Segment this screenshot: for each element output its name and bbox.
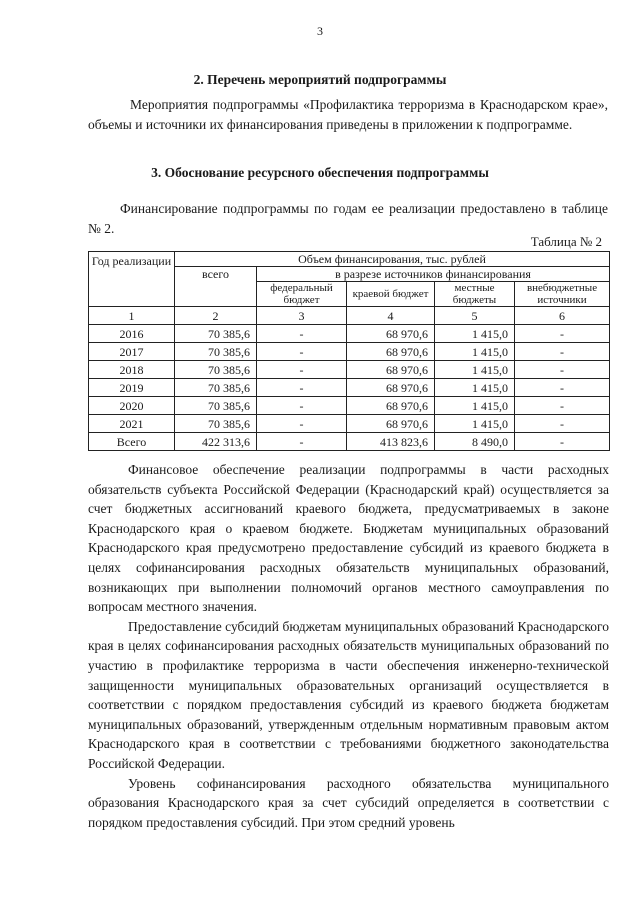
- row-extra: -: [515, 361, 610, 379]
- column-number-row: [89, 307, 610, 325]
- col-number: 2: [175, 307, 257, 325]
- header-total: всего: [175, 267, 257, 307]
- table-row: [89, 415, 610, 433]
- row-local: 1 415,0: [435, 415, 515, 433]
- table-caption: Таблица № 2: [530, 234, 602, 249]
- row-regional: 68 970,6: [347, 415, 435, 433]
- paragraph: Уровень софинансирования расходного обязательства муниципального образования Краснодарского края за счет субсидий определяется в соответствии с порядком предоставления субсидий. При этом средний уровень: [88, 775, 609, 830]
- col-number: 5: [435, 307, 515, 325]
- row-extra: -: [515, 433, 610, 451]
- row-federal: -: [257, 433, 347, 451]
- row-total: 70 385,6: [175, 325, 257, 343]
- row-local: 8 490,0: [435, 433, 515, 451]
- paragraph: Финансовое обеспечение реализации подпрограммы в части расходных обязательств субъекта Российской Федерации (Краснодарский край) осуществляется за счет бюджетных ассигнований краевого бюджета, предусматриваемых в законе Краснодарского края о краевом бюджете. Бюджетам муниципальных образований Краснодарского края предусмотрено предоставление субсидий из краевого бюджета в целях софинансирования расходных обязательств муниципальных образований, возникающих при выполнении полномочий органов местного самоуправления по вопросам местного значения.: [88, 462, 609, 615]
- row-federal: -: [257, 343, 347, 361]
- col-number: 3: [257, 307, 347, 325]
- row-year: 2018: [89, 361, 175, 379]
- row-federal: -: [257, 325, 347, 343]
- row-year: 2016: [89, 325, 175, 343]
- table-row: [89, 343, 610, 361]
- section-2-text: Мероприятия подпрограммы «Профилактика терроризма в Краснодарском крае», объемы и источники их финансирования приведены в приложении к подпрограмме.: [88, 97, 608, 132]
- row-federal: -: [257, 397, 347, 415]
- row-year: 2019: [89, 379, 175, 397]
- table-row: [89, 361, 610, 379]
- header-year: Год реализации: [89, 252, 175, 307]
- row-year: 2017: [89, 343, 175, 361]
- row-federal: -: [257, 361, 347, 379]
- row-extra: -: [515, 379, 610, 397]
- col-number: 4: [347, 307, 435, 325]
- section-2-heading: 2. Перечень мероприятий подпрограммы: [193, 72, 447, 87]
- financing-table: [88, 251, 610, 451]
- row-local: 1 415,0: [435, 325, 515, 343]
- row-regional: 413 823,6: [347, 433, 435, 451]
- row-total: 70 385,6: [175, 397, 257, 415]
- row-local: 1 415,0: [435, 397, 515, 415]
- table-row-total: [89, 433, 610, 451]
- col-number: 1: [89, 307, 175, 325]
- table-row: [89, 397, 610, 415]
- row-regional: 68 970,6: [347, 325, 435, 343]
- row-regional: 68 970,6: [347, 379, 435, 397]
- header-sources: в разрезе источников финансирования: [257, 267, 610, 282]
- row-year: 2020: [89, 397, 175, 415]
- header-local: местные бюджеты: [435, 282, 515, 307]
- section-3-intro: Финансирование подпрограммы по годам ее реализации предоставлено в таблице № 2.: [88, 201, 608, 236]
- header-extra: внебюджетные источники: [515, 282, 610, 307]
- row-federal: -: [257, 379, 347, 397]
- paragraph: Предоставление субсидий бюджетам муниципальных образований Краснодарского края в целях софинансирования расходных обязательств муниципальных образований по участию в профилактике терроризма в части обеспечения инженерно-технической защищенности муниципальных образовательных организаций осуществляется в соответствии с порядком предоставления субсидий из краевого бюджета бюджетам муниципальных образований, утвержденным отдельным нормативным правовым актом Краснодарского края в соответствии с требованиями бюджетного законодательства Российской Федерации.: [88, 618, 609, 771]
- row-local: 1 415,0: [435, 379, 515, 397]
- body-text: [88, 460, 609, 832]
- header-federal: федеральный бюджет: [257, 282, 347, 307]
- row-extra: -: [515, 325, 610, 343]
- col-number: 6: [515, 307, 610, 325]
- header-regional: краевой бюджет: [347, 282, 435, 307]
- row-extra: -: [515, 343, 610, 361]
- row-year: 2021: [89, 415, 175, 433]
- row-total: 70 385,6: [175, 343, 257, 361]
- row-local: 1 415,0: [435, 361, 515, 379]
- row-total: 70 385,6: [175, 361, 257, 379]
- section-3-heading: 3. Обоснование ресурсного обеспечения подпрограммы: [151, 165, 489, 180]
- row-extra: -: [515, 415, 610, 433]
- row-regional: 68 970,6: [347, 343, 435, 361]
- row-federal: -: [257, 415, 347, 433]
- row-regional: 68 970,6: [347, 397, 435, 415]
- table-row: [89, 379, 610, 397]
- row-total: 70 385,6: [175, 379, 257, 397]
- row-local: 1 415,0: [435, 343, 515, 361]
- table-row: [89, 325, 610, 343]
- header-volume: Объем финансирования, тыс. рублей: [175, 252, 610, 267]
- row-regional: 68 970,6: [347, 361, 435, 379]
- row-year: Всего: [89, 433, 175, 451]
- row-extra: -: [515, 397, 610, 415]
- row-total: 70 385,6: [175, 415, 257, 433]
- row-total: 422 313,6: [175, 433, 257, 451]
- page-number: 3: [317, 24, 323, 38]
